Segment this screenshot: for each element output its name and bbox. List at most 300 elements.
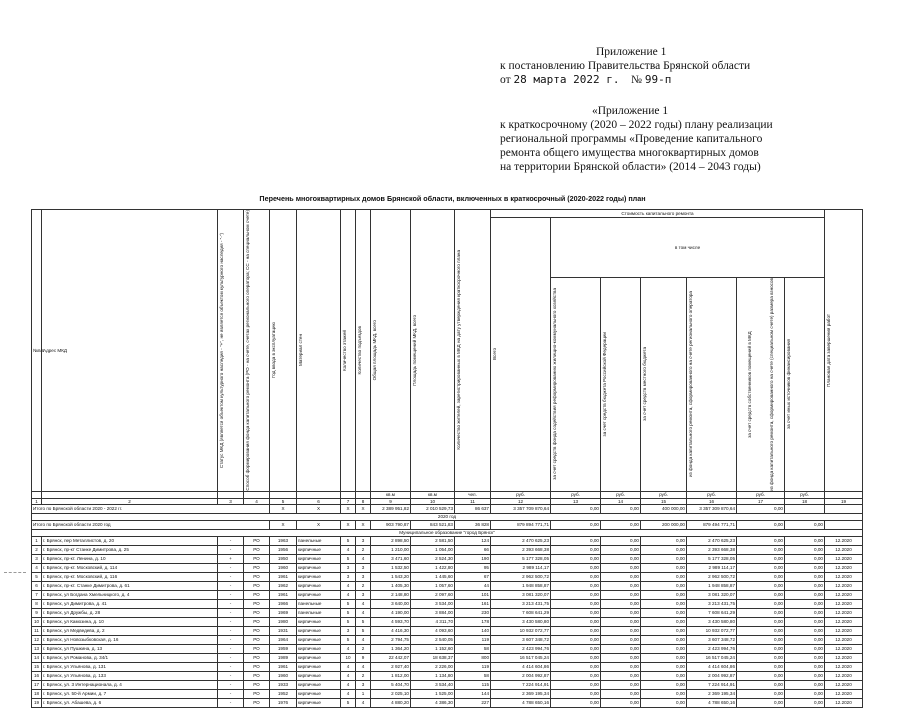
table-cell: 2 004 992,87 xyxy=(687,671,737,680)
table-cell: 14 xyxy=(32,653,42,662)
table-cell: 1 948 858,87 xyxy=(687,581,737,590)
col-fund-header: Способ формирования фонда капитального ремонта (РО - на счете, счетах регионального оператора; СС - на специальном счете) xyxy=(244,210,270,492)
table-cell: г. Брянск, пр-кт. Ленина, д. 10 xyxy=(42,554,218,563)
table-cell: 0,00 xyxy=(785,554,825,563)
table-cell: 0,00 xyxy=(785,572,825,581)
table-cell: 1960 xyxy=(270,563,297,572)
table-cell: 16 517 045,24 xyxy=(491,653,551,662)
table-cell: кирпичные xyxy=(297,680,341,689)
table-cell: 2 xyxy=(356,644,371,653)
table-cell: 2 xyxy=(356,671,371,680)
table-cell: 0,00 xyxy=(641,608,687,617)
table-cell: 4 xyxy=(341,689,356,698)
table-cell: 16 517 045,24 xyxy=(687,653,737,662)
table-cell: 3 xyxy=(356,590,371,599)
table-cell: 0,00 xyxy=(551,680,601,689)
table-cell: 4 xyxy=(356,608,371,617)
table-cell: 0,00 xyxy=(551,572,601,581)
table-cell: РО xyxy=(244,662,270,671)
col-status-header: Статус МКД (является объектом культурного наследия - "+", не является объектом культурного наследия - "-") xyxy=(218,210,244,492)
table-cell: 3 607 348,72 xyxy=(687,635,737,644)
table-cell: 1 812,00 xyxy=(371,671,411,680)
table-cell: - xyxy=(218,671,244,680)
table-cell: 1 134,80 xyxy=(411,671,455,680)
table-cell: 2 423 994,76 xyxy=(491,644,551,653)
table-cell: 4 190,00 xyxy=(371,608,411,617)
table-cell: 2 226,00 xyxy=(411,662,455,671)
table-cell: 0,00 xyxy=(737,617,785,626)
table-cell: 0,00 xyxy=(641,563,687,572)
table-cell: 5 xyxy=(341,608,356,617)
table-cell: 1 405,30 xyxy=(371,581,411,590)
table-cell: 0,00 xyxy=(641,545,687,554)
table-cell: 0,00 xyxy=(785,545,825,554)
table-cell: 3 xyxy=(356,563,371,572)
table-cell: 2 794,75 xyxy=(371,635,411,644)
total-2020-row: Итого по Брянской области 2020 год X X X X 903 790,87 843 521,83 36 828 879 894 771,71 0,00 0,00 200 000,00 879 494 771,71 0,00 0,00 xyxy=(32,520,863,529)
table-cell: 2 470 625,23 xyxy=(491,536,551,545)
table-cell: 3 607 348,72 xyxy=(491,635,551,644)
table-cell: 2 148,80 xyxy=(371,590,411,599)
table-cell: г. Брянск, ул Ульянова, д. 133 xyxy=(42,671,218,680)
table-cell: 3 534,00 xyxy=(411,599,455,608)
table-cell: 3 213 431,75 xyxy=(687,599,737,608)
table-cell: 0,00 xyxy=(641,554,687,563)
appendix-title: Приложение 1 xyxy=(596,46,667,58)
table-cell: - xyxy=(218,662,244,671)
table-cell: 1 525,00 xyxy=(411,689,455,698)
table-row xyxy=(32,599,863,608)
decree-date: 28 марта 2022 г. xyxy=(513,73,620,86)
table-cell: 1989 xyxy=(270,653,297,662)
table-cell: 0,00 xyxy=(737,590,785,599)
table-cell: 1961 xyxy=(270,572,297,581)
col-f18-header: за счет иных источников финансирования xyxy=(785,277,825,491)
table-cell: 10 932 072,77 xyxy=(687,626,737,635)
table-cell: 4 788 650,16 xyxy=(687,698,737,707)
table-cell: 0,00 xyxy=(785,689,825,698)
table-cell: 0,00 xyxy=(737,689,785,698)
col-f13-header: за счет средств фонда содействия реформированию жилищно-коммунального хозяйства xyxy=(551,277,601,491)
table-cell: 0,00 xyxy=(641,635,687,644)
table-cell: 2 xyxy=(32,545,42,554)
table-cell: 0,00 xyxy=(641,680,687,689)
table-row xyxy=(32,581,863,590)
table-cell: 4 593,70 xyxy=(371,617,411,626)
table-cell: 12 xyxy=(32,635,42,644)
table-row xyxy=(32,689,863,698)
table-cell: панельные xyxy=(297,536,341,545)
table-cell: 0,00 xyxy=(551,689,601,698)
table-cell: 2 369 195,34 xyxy=(687,689,737,698)
table-cell: 0,00 xyxy=(551,536,601,545)
table-cell: 0,00 xyxy=(551,617,601,626)
housing-table xyxy=(31,209,863,708)
table-cell: РО xyxy=(244,689,270,698)
table-cell: 0,00 xyxy=(737,671,785,680)
table-cell: РО xyxy=(244,680,270,689)
decree-ref: к постановлению Правительства Брянской области xyxy=(500,60,751,72)
table-cell: 12.2020 xyxy=(825,662,863,671)
table-cell: 67 xyxy=(455,572,491,581)
table-cell: 58 xyxy=(455,644,491,653)
table-cell: - xyxy=(218,536,244,545)
table-cell: РО xyxy=(244,563,270,572)
table-cell: - xyxy=(218,608,244,617)
table-cell: 12.2020 xyxy=(825,554,863,563)
table-cell: 12.2020 xyxy=(825,617,863,626)
table-cell: 3 640,00 xyxy=(371,599,411,608)
table-cell: 12.2020 xyxy=(825,545,863,554)
table-cell: 3 471,60 xyxy=(371,554,411,563)
header-decree xyxy=(500,45,750,87)
table-cell: 4 xyxy=(356,662,371,671)
col-address-header: Адрес МКД xyxy=(42,210,218,492)
table-cell: 1956 xyxy=(270,545,297,554)
table-cell: 2 369 195,34 xyxy=(491,689,551,698)
table-cell: 95 xyxy=(455,563,491,572)
table-cell: 5 xyxy=(356,617,371,626)
table-cell: г. Брянск, ул. 3 Интернационала, д. 4 xyxy=(42,680,218,689)
table-cell: 3 534,40 xyxy=(411,680,455,689)
table-cell: 3 xyxy=(356,680,371,689)
table-cell: 18 xyxy=(32,689,42,698)
table-row xyxy=(32,698,863,707)
table-cell: 17 xyxy=(32,680,42,689)
table-cell: 1980 xyxy=(270,617,297,626)
table-body xyxy=(32,536,863,707)
table-cell: 0,00 xyxy=(551,599,601,608)
table-cell: 5 177 328,05 xyxy=(491,554,551,563)
table-cell: 1 210,00 xyxy=(371,545,411,554)
table-cell: РО xyxy=(244,653,270,662)
table-title: Перечень многоквартирных домов Брянской области, включенных в краткосрочный (2020-2022 годы) план xyxy=(259,194,646,203)
table-cell: 2 989 114,17 xyxy=(491,563,551,572)
table-cell: - xyxy=(218,590,244,599)
table-row xyxy=(32,626,863,635)
table-cell: 12.2020 xyxy=(825,536,863,545)
table-cell: 0,00 xyxy=(737,698,785,707)
table-cell: 12.2020 xyxy=(825,563,863,572)
col-area-header: Общая площадь МКД, всего xyxy=(371,210,411,492)
table-cell: 13 xyxy=(32,644,42,653)
col-incl-header: в том числе xyxy=(551,218,825,278)
table-cell: РО xyxy=(244,581,270,590)
table-cell: 1952 xyxy=(270,689,297,698)
table-cell: 0,00 xyxy=(551,563,601,572)
table-cell: г. Брянск, ул Новозыбковская, д. 16 xyxy=(42,635,218,644)
table-cell: г. Брянск, пр-кт Станке Димитрова, д. 25 xyxy=(42,545,218,554)
table-cell: 0,00 xyxy=(601,626,641,635)
table-cell: 3 430 580,80 xyxy=(687,617,737,626)
decree-date-line: от 28 марта 2022 г. № 99-п xyxy=(500,73,672,86)
table-cell: 4 xyxy=(341,590,356,599)
table-cell: 0,00 xyxy=(737,554,785,563)
table-cell: г. Брянск, ул Димитрова, д. 41 xyxy=(42,599,218,608)
table-cell: 800 xyxy=(455,653,491,662)
table-cell: 0,00 xyxy=(785,662,825,671)
table-cell: 115 xyxy=(455,680,491,689)
table-cell: 2 581,50 xyxy=(411,536,455,545)
table-cell: 1933 xyxy=(270,680,297,689)
table-cell: 7 608 641,29 xyxy=(687,608,737,617)
table-row xyxy=(32,572,863,581)
table-cell: кирпичные xyxy=(297,689,341,698)
table-cell: - xyxy=(218,653,244,662)
table-cell: 7 xyxy=(32,590,42,599)
table-cell: 2 xyxy=(356,545,371,554)
table-cell: 3 xyxy=(341,563,356,572)
table-cell: 0,00 xyxy=(551,644,601,653)
table-cell: 8 xyxy=(32,599,42,608)
margin-mark xyxy=(4,572,26,573)
table-cell: 0,00 xyxy=(641,536,687,545)
table-cell: 58 xyxy=(455,671,491,680)
table-cell: 1 057,60 xyxy=(411,581,455,590)
table-row xyxy=(32,536,863,545)
table-cell: - xyxy=(218,698,244,707)
table-cell: 0,00 xyxy=(785,635,825,644)
table-cell: РО xyxy=(244,590,270,599)
col-floors-header: Количество этажей xyxy=(341,210,356,492)
table-cell: 0,00 xyxy=(785,599,825,608)
table-cell: 2 898,50 xyxy=(371,536,411,545)
table-cell: 7 224 914,91 xyxy=(491,680,551,689)
table-cell: 12.2020 xyxy=(825,599,863,608)
table-cell: 3 430 580,80 xyxy=(491,617,551,626)
table-cell: 3 xyxy=(341,626,356,635)
table-cell: кирпичные xyxy=(297,581,341,590)
table-cell: 12.2020 xyxy=(825,671,863,680)
year-row: 2020 год xyxy=(32,513,863,520)
table-row xyxy=(32,563,863,572)
table-cell: 1 152,60 xyxy=(411,644,455,653)
table-cell: 0,00 xyxy=(551,698,601,707)
table-cell: 0,00 xyxy=(641,626,687,635)
table-cell: 0,00 xyxy=(641,599,687,608)
table-cell: 0,00 xyxy=(601,536,641,545)
table-cell: г. Брянск, ул Богдана Хмельницкого, д. 4 xyxy=(42,590,218,599)
table-cell: 0,00 xyxy=(601,653,641,662)
table-cell: 1976 xyxy=(270,698,297,707)
table-cell: 0,00 xyxy=(551,545,601,554)
table-cell: 22 442,07 xyxy=(371,653,411,662)
table-cell: кирпичные xyxy=(297,662,341,671)
table-row xyxy=(32,644,863,653)
total-all-row: Итого по Брянской области 2020 - 2022 гг. X X X X 2 389 951,82 2 010 529,73 86 637 3 357 709 870,64 0,00 0,00 400 000,00 3 357 309 870,64 0,00 xyxy=(32,504,863,513)
table-cell: 1959 xyxy=(270,644,297,653)
col-f14-header: за счет средств бюджета Российской Федерации xyxy=(601,277,641,491)
table-cell: 1960 xyxy=(270,671,297,680)
table-cell: 0,00 xyxy=(551,554,601,563)
table-cell: 0,00 xyxy=(601,581,641,590)
col-f17-header: за счет средств собственников помещений в МКД из фонда капитального ремонта, сформированного на счете (специальном счете) размера взносов xyxy=(737,277,785,491)
table-cell: кирпичные xyxy=(297,698,341,707)
table-cell: 0,00 xyxy=(785,653,825,662)
table-cell: 0,00 xyxy=(641,653,687,662)
table-cell: 4 xyxy=(341,545,356,554)
table-cell: 0,00 xyxy=(737,635,785,644)
table-cell: 4 xyxy=(356,554,371,563)
plan-appendix-title: «Приложение 1 xyxy=(592,105,669,117)
table-cell: 1969 xyxy=(270,608,297,617)
table-cell: 4 414 604,86 xyxy=(491,662,551,671)
table-cell: 119 xyxy=(455,635,491,644)
table-cell: 0,00 xyxy=(601,608,641,617)
col-date-header: Плановая дата завершения работ xyxy=(825,210,863,492)
table-cell: 0,00 xyxy=(785,581,825,590)
table-cell: - xyxy=(218,644,244,653)
table-cell: 12.2020 xyxy=(825,626,863,635)
table-cell: - xyxy=(218,689,244,698)
table-cell: кирпичные xyxy=(297,590,341,599)
table-cell: 5 xyxy=(341,599,356,608)
table-cell: 0,00 xyxy=(551,662,601,671)
table-cell: 2 989 114,17 xyxy=(687,563,737,572)
table-cell: 190 xyxy=(455,554,491,563)
table-cell: 4 xyxy=(341,662,356,671)
table-cell: 119 xyxy=(455,662,491,671)
table-row xyxy=(32,653,863,662)
table-cell: 4 416,30 xyxy=(371,626,411,635)
table-cell: 1950 xyxy=(270,554,297,563)
table-cell: 12.2020 xyxy=(825,635,863,644)
table-cell: г. Брянск, ул Ульянова, д. 131 xyxy=(42,662,218,671)
table-cell: г. Брянск, пр-кт. Московский, д. 114 xyxy=(42,563,218,572)
table-cell: 1966 xyxy=(270,599,297,608)
table-row xyxy=(32,680,863,689)
table-cell: 0,00 xyxy=(785,680,825,689)
table-cell: + xyxy=(218,554,244,563)
table-cell: 0,00 xyxy=(551,581,601,590)
table-cell: - xyxy=(218,617,244,626)
table-cell: 2 xyxy=(356,581,371,590)
table-cell: 0,00 xyxy=(551,608,601,617)
table-cell: кирпичные xyxy=(297,635,341,644)
table-cell: РО xyxy=(244,626,270,635)
table-cell: 10 xyxy=(341,653,356,662)
table-cell: 12.2020 xyxy=(825,653,863,662)
table-cell: 0,00 xyxy=(601,572,641,581)
table-cell: 2 962 500,72 xyxy=(687,572,737,581)
table-cell: кирпичные xyxy=(297,545,341,554)
table-cell: 0,00 xyxy=(785,536,825,545)
table-cell: 7 224 914,91 xyxy=(687,680,737,689)
table-cell: г. Брянск, ул Дружбы, д. 28 xyxy=(42,608,218,617)
table-cell: 5 xyxy=(341,536,356,545)
table-cell: 0,00 xyxy=(737,572,785,581)
table-cell: 1 543,20 xyxy=(371,572,411,581)
table-row xyxy=(32,590,863,599)
table-cell: - xyxy=(218,581,244,590)
table-cell: 140 xyxy=(455,626,491,635)
header-plan: «Приложение 1 к краткосрочному (2020 – 2022 годы) плану реализации региональной программы «Проведение капитального ремонта общего имущества многоквартирных домов на территории Брянской области» (2014 – 2043 годы) xyxy=(500,105,773,173)
col-entrances-header: Количество подъездов xyxy=(356,210,371,492)
table-cell: 5 xyxy=(341,617,356,626)
table-cell: 12.2020 xyxy=(825,680,863,689)
table-cell: 15 xyxy=(32,662,42,671)
table-cell: 124 xyxy=(455,536,491,545)
table-cell: РО xyxy=(244,554,270,563)
column-numbers-row: 1 2 3 4 5 6 7 8 9 10 11 12 13 14 15 16 17 18 19 xyxy=(32,498,863,504)
table-cell: г. Брянск, ул Романова, д. 34/1 xyxy=(42,653,218,662)
table-cell: 0,00 xyxy=(601,617,641,626)
table-cell: 4 386,30 xyxy=(411,698,455,707)
table-cell: 6 xyxy=(32,581,42,590)
table-cell: 0,00 xyxy=(551,626,601,635)
col-no-header: №п/п xyxy=(32,210,42,492)
table-cell: 4 xyxy=(341,671,356,680)
table-cell: 0,00 xyxy=(641,671,687,680)
table-cell: кирпичные xyxy=(297,554,341,563)
table-row xyxy=(32,608,863,617)
table-cell: 4 xyxy=(356,599,371,608)
table-row xyxy=(32,545,863,554)
table-row xyxy=(32,554,863,563)
table-cell: кирпичные xyxy=(297,644,341,653)
table-cell: 3 081 320,07 xyxy=(687,590,737,599)
col-f16-header: из фонда капитального ремонта, сформированного на счете регионального оператора xyxy=(687,277,737,491)
table-cell: 0,00 xyxy=(601,662,641,671)
table-cell: 0,00 xyxy=(737,536,785,545)
table-cell: панельные xyxy=(297,608,341,617)
table-cell: 0,00 xyxy=(785,626,825,635)
table-row xyxy=(32,617,863,626)
table-cell: 4 311,70 xyxy=(411,617,455,626)
table-cell: г. Брянск, ул. Абашева, д. 6 xyxy=(42,698,218,707)
table-cell: 161 xyxy=(455,599,491,608)
table-cell: - xyxy=(218,680,244,689)
table-cell: 4 xyxy=(341,680,356,689)
table-cell: 5 xyxy=(341,554,356,563)
table-cell: 2 004 992,87 xyxy=(491,671,551,680)
table-cell: 1 948 858,87 xyxy=(491,581,551,590)
table-cell: 0,00 xyxy=(785,671,825,680)
table-cell: 12.2020 xyxy=(825,698,863,707)
table-cell: - xyxy=(218,563,244,572)
table-cell: 101 xyxy=(455,590,491,599)
table-cell: 12.2020 xyxy=(825,581,863,590)
table-cell: г. Брянск, пер Металлистов, д. 20 xyxy=(42,536,218,545)
table-cell: 0,00 xyxy=(737,545,785,554)
table-cell: 12.2020 xyxy=(825,572,863,581)
table-cell: 66 xyxy=(455,545,491,554)
table-cell: 0,00 xyxy=(641,617,687,626)
table-cell: 1 xyxy=(356,689,371,698)
table-cell: 0,00 xyxy=(601,590,641,599)
table-row xyxy=(32,662,863,671)
table-cell: 5 xyxy=(341,698,356,707)
table-cell: 7 608 641,29 xyxy=(491,608,551,617)
table-cell: 12.2020 xyxy=(825,644,863,653)
table-cell: 0,00 xyxy=(601,545,641,554)
table-cell: - xyxy=(218,635,244,644)
table-cell: 4 093,60 xyxy=(411,626,455,635)
table-cell: 0,00 xyxy=(601,689,641,698)
table-cell: 230 xyxy=(455,608,491,617)
table-cell: 1 054,00 xyxy=(411,545,455,554)
table-cell: кирпичные xyxy=(297,563,341,572)
table-cell: 2 393 668,38 xyxy=(687,545,737,554)
table-cell: 3 884,00 xyxy=(411,608,455,617)
table-cell: 2 540,05 xyxy=(411,635,455,644)
table-cell: 3 xyxy=(356,536,371,545)
table-cell: кирпичные xyxy=(297,626,341,635)
table-cell: 9 xyxy=(32,608,42,617)
table-cell: 1961 xyxy=(270,662,297,671)
table-cell: 5 177 328,05 xyxy=(687,554,737,563)
table-cell: РО xyxy=(244,671,270,680)
